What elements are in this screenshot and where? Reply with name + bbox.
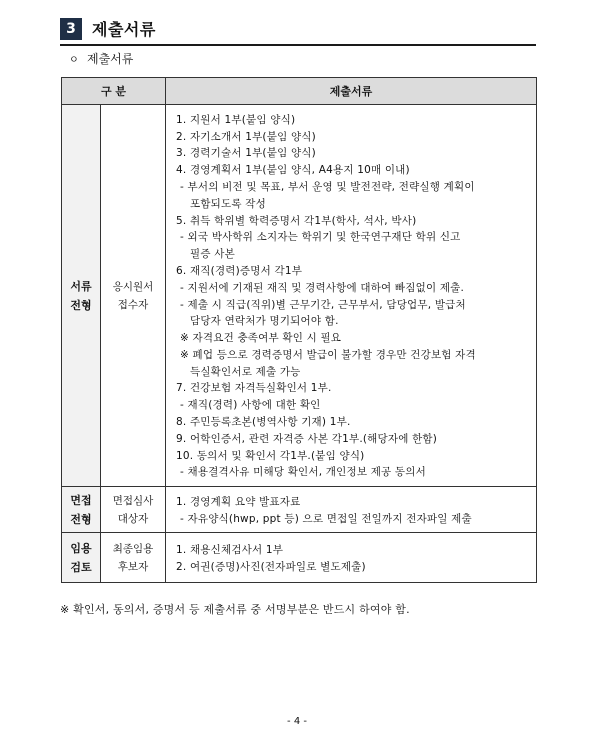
documents-table: [61, 77, 537, 583]
document-item: 포함되도록 작성: [190, 197, 266, 210]
document-item: ※ 폐업 등으로 경력증명서 발급이 불가할 경우만 건강보험 자격: [180, 348, 476, 361]
header-documents: 제출서류: [166, 78, 537, 105]
document-item: - 재직(경력) 사항에 대한 확인: [180, 399, 321, 412]
target-cell: [101, 105, 166, 487]
table-header-row: [62, 78, 537, 105]
document-item: 2. 자기소개서 1부(붙임 양식): [176, 130, 316, 143]
bullet-symbol: ㅇ: [69, 55, 79, 66]
target-line: 최종임용: [112, 542, 154, 555]
section-number-badge: 3: [60, 18, 82, 40]
target-line: 후보자: [117, 560, 149, 573]
document-item: 8. 주민등록초본(병역사항 기재) 1부.: [176, 416, 351, 429]
document-item: 1. 채용신체검사서 1부: [176, 543, 284, 556]
documents-cell: [166, 533, 537, 583]
document-item: 10. 동의서 및 확인서 각1부.(붙임 양식): [176, 449, 365, 462]
document-item: - 채용결격사유 미해당 확인서, 개인정보 제공 동의서: [180, 466, 426, 479]
documents-cell: [166, 487, 537, 533]
document-item: 담당자 연락처가 명기되어야 함.: [190, 315, 339, 328]
document-item: 7. 건강보험 자격득실확인서 1부.: [176, 382, 332, 395]
document-item: - 외국 박사학위 소지자는 학위기 및 한국연구재단 학위 신고: [180, 231, 461, 244]
category-cell: [62, 105, 101, 487]
document-item: 5. 취득 학위별 학력증명서 각1부(학사, 석사, 박사): [176, 214, 417, 227]
document-item: 득실확인서로 제출 가능: [190, 365, 301, 378]
category-line: 전형: [70, 298, 92, 312]
subheading-text: 제출서류: [87, 52, 134, 66]
table-row: [62, 105, 537, 487]
document-item: 2. 여권(증명)사진(전자파일로 별도제출): [176, 560, 366, 573]
document-item: 필증 사본: [190, 248, 235, 261]
page-number: - 4 -: [287, 716, 307, 727]
documents-cell: [166, 105, 537, 487]
subheading: [69, 50, 133, 67]
category-line: 임용: [70, 541, 92, 555]
category-line: 서류: [70, 279, 92, 293]
footnote: ※ 확인서, 동의서, 증명서 등 제출서류 중 서명부분은 반드시 하여야 함.: [60, 603, 410, 616]
document-item: - 부서의 비전 및 목표, 부서 운영 및 발전전략, 전략실행 계획이: [180, 180, 475, 193]
document-item: ※ 자격요건 충족여부 확인 시 필요: [180, 332, 342, 345]
document-item: 9. 어학인증서, 관련 자격증 사본 각1부.(해당자에 한함): [176, 432, 438, 445]
document-item: - 제출 시 직급(직위)별 근무기간, 근무부서, 담당업무, 발급처: [180, 298, 466, 311]
table-row: [62, 487, 537, 533]
target-line: 접수자: [117, 298, 149, 311]
document-item: 3. 경력기술서 1부(붙임 양식): [176, 147, 316, 160]
document-item: 1. 경영계획 요약 발표자료: [176, 495, 301, 508]
target-line: 면접심사: [112, 494, 154, 507]
category-line: 검토: [70, 560, 92, 574]
target-cell: [101, 533, 166, 583]
document-item: 1. 지원서 1부(붙임 양식): [176, 113, 296, 126]
document-item: - 지원서에 기재된 재직 및 경력사항에 대하여 빠짐없이 제출.: [180, 281, 465, 294]
document-item: 6. 재직(경력)증명서 각1부: [176, 264, 303, 277]
target-line: 대상자: [117, 512, 149, 525]
section-header: [60, 14, 536, 46]
category-cell: [62, 533, 101, 583]
target-cell: [101, 487, 166, 533]
category-line: 면접: [70, 493, 92, 507]
document-item: - 자유양식(hwp, ppt 등) 으로 면접일 전일까지 전자파일 제출: [180, 512, 472, 525]
target-line: 응시원서: [112, 280, 154, 293]
table-row: [62, 533, 537, 583]
header-category: 구 분: [62, 78, 166, 105]
document-item: 4. 경영계획서 1부(붙임 양식, A4용지 10매 이내): [176, 164, 410, 177]
category-line: 전형: [70, 512, 92, 526]
category-cell: [62, 487, 101, 533]
section-title: 제출서류: [92, 20, 156, 39]
